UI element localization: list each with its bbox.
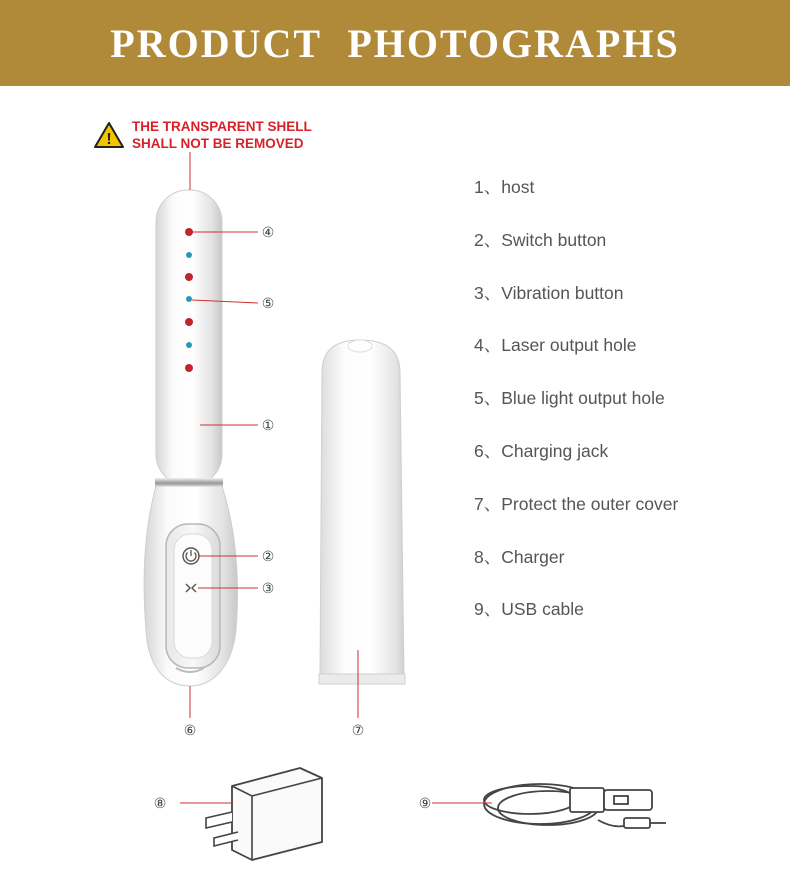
callout-7: ⑦ [351, 722, 365, 738]
legend-item-switch-button: 2、Switch button [474, 229, 607, 250]
parts-legend [474, 174, 678, 649]
callout-5: ⑤ [261, 295, 275, 311]
legend-item-laser-output-hole: 4、Laser output hole [474, 335, 637, 356]
warning-line-2: SHALL NOT BE REMOVED [132, 136, 304, 151]
legend-item-outer-cover: 7、Protect the outer cover [474, 493, 679, 514]
callout-8: ⑧ [153, 795, 167, 811]
legend-item-charging-jack: 6、Charging jack [474, 440, 609, 461]
callout-6: ⑥ [183, 722, 197, 738]
power-button-icon [183, 548, 199, 564]
callout-1: ① [261, 417, 275, 433]
page-title: PRODUCT PHOTOGRAPHS [110, 20, 680, 66]
warning-symbol: ! [106, 131, 112, 148]
outer-cover [319, 340, 405, 718]
legend-item-host: 1、host [474, 177, 535, 197]
legend-item-charger: 8、Charger [474, 546, 565, 567]
callout-3: ③ [261, 580, 275, 596]
legend-item-usb-cable: 9、USB cable [474, 599, 584, 620]
callout-9: ⑨ [418, 795, 432, 811]
warning-line-1: THE TRANSPARENT SHELL [132, 119, 312, 134]
legend-item-blue-light-output-hole: 5、Blue light output hole [474, 388, 665, 409]
charger [180, 768, 322, 860]
legend-item-vibration-button: 3、Vibration button [474, 282, 624, 303]
callout-2: ② [261, 548, 275, 564]
callout-4: ④ [261, 224, 275, 240]
usb-cable [432, 784, 666, 828]
